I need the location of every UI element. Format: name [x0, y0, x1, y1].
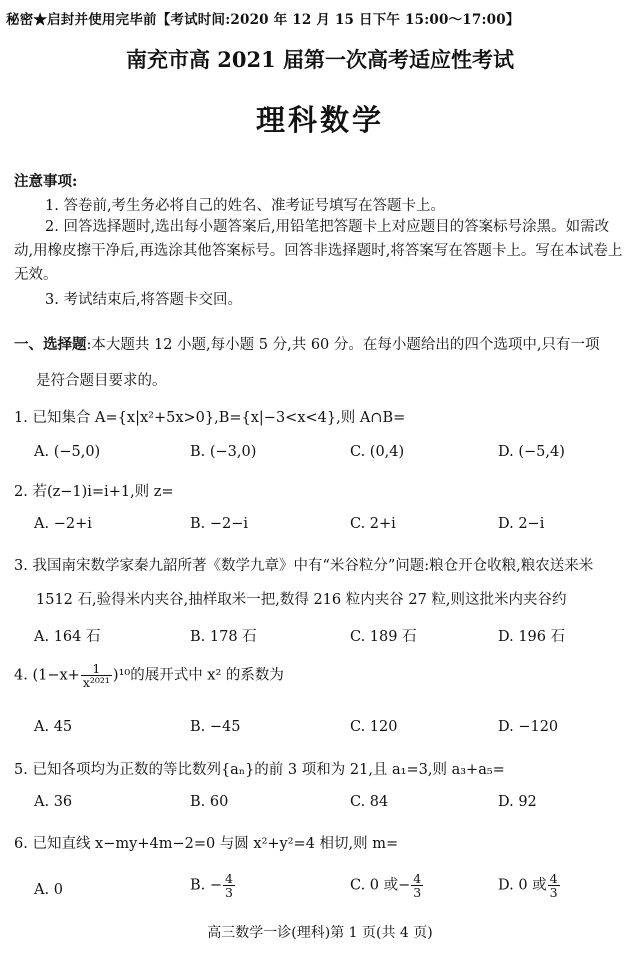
question-2-stem: 2. 若(z−1)i=i+1,则 z=: [14, 484, 174, 500]
question-4-option-b: B. −45: [190, 719, 241, 735]
section-heading: [14, 333, 600, 354]
option-b-fraction: [223, 872, 235, 899]
question-3-option-c: C. 189 石: [350, 629, 417, 645]
question-3-stem-line2: 1512 石,验得米内夹谷,抽样取米一把,数得 216 粒内夹谷 27 粒,则这批米内夹谷约: [36, 592, 567, 608]
option-d-prefix: D. 0 或: [498, 877, 547, 894]
section-label: 一、选择题: [14, 336, 87, 353]
fraction-denominator: x²⁰²¹: [82, 675, 110, 690]
notice-heading: 注意事项:: [14, 173, 78, 190]
option-c-prefix: C. 0 或−: [350, 877, 411, 894]
fraction-denominator: 3: [413, 885, 422, 900]
question-6-option-b: [190, 872, 236, 899]
question-6-option-c: [350, 872, 424, 899]
notice-item-2: 2. 回答选择题时,选出每小题答案后,用铅笔把答题卡上对应题目的答案标号涂黑。如需改动,用橡皮擦干净后,再选涂其他答案标号。回答非选择题时,将答案写在答题卡上。写在本试卷上无效。: [14, 219, 623, 283]
question-2-option-d: D. 2−i: [498, 516, 545, 532]
question-4-stem-post: )¹⁰的展开式中 x² 的系数为: [112, 667, 284, 684]
fraction-denominator: 3: [549, 885, 558, 900]
option-b-prefix: B. −: [190, 877, 223, 894]
section-desc: :本大题共 12 小题,每小题 5 分,共 60 分。在每小题给出的四个选项中,只有一项: [86, 337, 600, 353]
section-desc-line2: 是符合题目要求的。: [36, 373, 167, 389]
question-4-option-a: A. 45: [34, 719, 73, 735]
question-2-option-a: A. −2+i: [34, 516, 92, 532]
question-6-stem: 6. 已知直线 x−my+4m−2=0 与圆 x²+y²=4 相切,则 m=: [14, 836, 399, 852]
question-4-stem-pre: 4. (1−x+: [14, 667, 80, 684]
question-1-option-d: D. (−5,4): [498, 444, 565, 460]
question-3-option-d: D. 196 石: [498, 629, 566, 645]
question-4-stem: [14, 662, 284, 689]
notice-item-1: 1. 答卷前,考生务必将自己的姓名、准考证号填写在答题卡上。: [45, 198, 446, 214]
question-5-option-a: A. 36: [34, 794, 73, 810]
notice-item-3: 3. 考试结束后,将答题卡交回。: [45, 292, 243, 308]
page-footer: 高三数学一诊(理科)第 1 页(共 4 页): [207, 925, 433, 941]
question-4-option-c: C. 120: [350, 719, 398, 735]
question-4-fraction: [81, 662, 112, 689]
option-d-fraction: [548, 872, 560, 899]
question-1-option-c: C. (0,4): [350, 444, 405, 460]
subject-title: 理科数学: [255, 103, 384, 137]
fraction-numerator: 4: [549, 871, 558, 886]
question-2-option-c: C. 2+i: [350, 516, 396, 532]
question-5-option-c: C. 84: [350, 794, 389, 810]
question-5-option-b: B. 60: [190, 794, 229, 810]
fraction-denominator: 3: [225, 885, 233, 900]
question-2-option-b: B. −2−i: [190, 516, 249, 532]
question-6-option-d: [498, 872, 561, 899]
question-3-option-a: A. 164 石: [34, 629, 101, 645]
question-5-stem: 5. 已知各项均为正数的等比数列{aₙ}的前 3 项和为 21,且 a₁=3,则 a₃+a₅=: [14, 762, 505, 778]
question-1-option-a: A. (−5,0): [34, 444, 101, 460]
confidential-header: 秘密★启封并使用完毕前【考试时间:2020 年 12 月 15 日下午 15:00～17:00】: [6, 12, 520, 28]
fraction-numerator: 4: [413, 871, 422, 886]
fraction-numerator: 4: [225, 871, 233, 886]
question-1-option-b: B. (−3,0): [190, 444, 257, 460]
question-1-stem: 1. 已知集合 A={x|x²+5x>0},B={x|−3<x<4},则 A∩B=: [14, 410, 406, 426]
question-4-option-d: D. −120: [498, 719, 559, 735]
question-3-stem-line1: 3. 我国南宋数学家秦九韶所著《数学九章》中有“米谷粒分”问题:粮仓开仓收粮,粮农送来米: [14, 558, 594, 574]
option-c-fraction: [411, 872, 423, 899]
question-3-option-b: B. 178 石: [190, 629, 257, 645]
question-5-option-d: D. 92: [498, 794, 537, 810]
question-6-option-a: A. 0: [34, 882, 63, 898]
fraction-numerator: 1: [81, 662, 112, 676]
exam-title: 南充市高 2021 届第一次高考适应性考试: [125, 47, 515, 72]
